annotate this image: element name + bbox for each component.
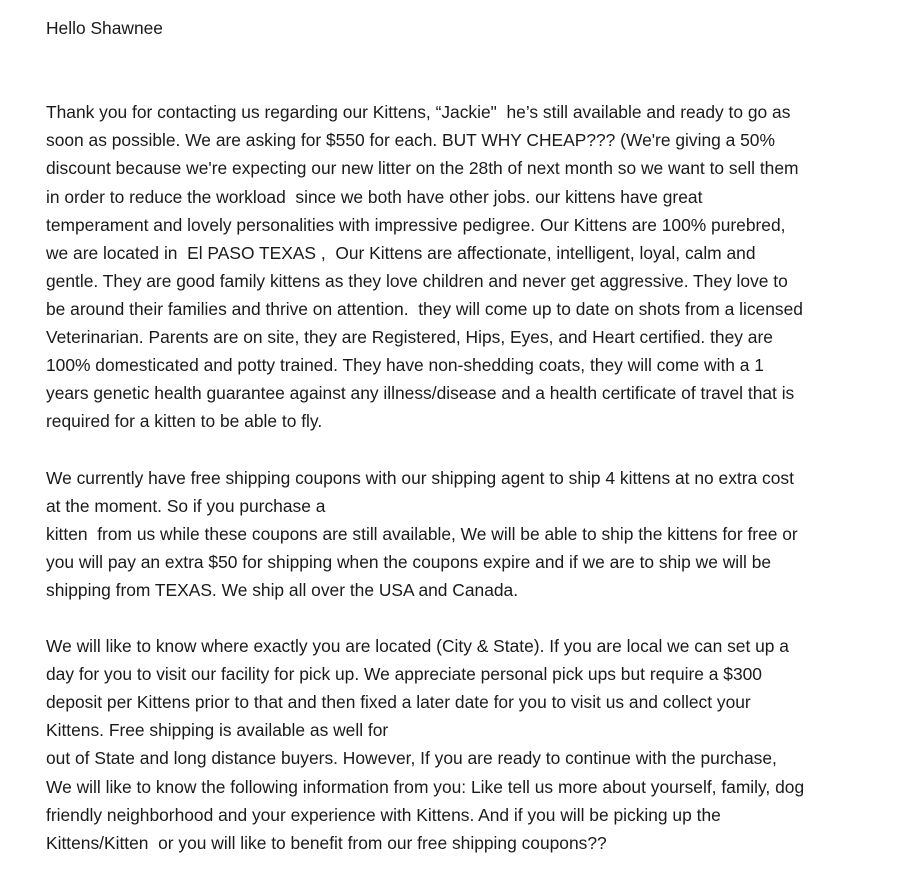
paragraph-line: in order to reduce the workload since we both have other jobs. our kittens have great	[46, 186, 703, 207]
email-body	[46, 14, 892, 857]
paragraph-line: We currently have free shipping coupons with our shipping agent to ship 4 kittens at no extra cost	[46, 467, 794, 488]
paragraph-line: Thank you for contacting us regarding our Kittens, “Jackie" he’s still available and ready to go as	[46, 102, 791, 123]
paragraph-1	[46, 98, 892, 435]
paragraph-2	[46, 464, 892, 604]
paragraph-line: Kittens. Free shipping is available as well for	[46, 720, 389, 741]
paragraph-line: 100% domesticated and potty trained. They have non-shedding coats, they will come with a 1	[46, 355, 764, 376]
paragraph-line: required for a kitten to be able to fly.	[46, 411, 323, 432]
paragraph-line: day for you to visit our facility for pick up. We appreciate personal pick ups but require a $300	[46, 664, 762, 685]
paragraph-line: discount because we're expecting our new litter on the 28th of next month so we want to sell them	[46, 158, 799, 179]
paragraph-line: we are located in El PASO TEXAS , Our Kittens are affectionate, intelligent, loyal, calm and	[46, 242, 756, 263]
paragraph-line: temperament and lovely personalities with impressive pedigree. Our Kittens are 100% purebred,	[46, 214, 786, 235]
paragraph-line: shipping from TEXAS. We ship all over the USA and Canada.	[46, 579, 519, 600]
paragraph-line: Kittens/Kitten or you will like to benefit from our free shipping coupons??	[46, 832, 607, 853]
paragraph-line: We will like to know the following information from you: Like tell us more about yourself, family, dog	[46, 776, 805, 797]
paragraph-line: you will pay an extra $50 for shipping when the coupons expire and if we are to ship we will be	[46, 551, 772, 572]
paragraph-line: friendly neighborhood and your experience with Kittens. And if you will be picking up the	[46, 804, 721, 825]
paragraph-line: be around their families and thrive on attention. they will come up to date on shots from a licensed	[46, 298, 803, 319]
paragraph-line: We will like to know where exactly you are located (City & State). If you are local we can set up a	[46, 636, 789, 657]
paragraph-3	[46, 632, 892, 857]
email-greeting: Hello Shawnee	[46, 18, 163, 38]
paragraph-spacer	[46, 435, 892, 463]
paragraph-line: kitten from us while these coupons are still available, We will be able to ship the kittens for free or	[46, 523, 798, 544]
paragraph-spacer	[46, 604, 892, 632]
paragraph-line: years genetic health guarantee against any illness/disease and a health certificate of travel that is	[46, 383, 795, 404]
paragraph-line: Veterinarian. Parents are on site, they are Registered, Hips, Eyes, and Heart certified. they are	[46, 327, 773, 348]
paragraph-line: gentle. They are good family kittens as they love children and never get aggressive. They love to	[46, 270, 788, 291]
paragraph-line: soon as possible. We are asking for $550 for each. BUT WHY CHEAP??? (We're giving a 50%	[46, 130, 775, 151]
paragraph-line: at the moment. So if you purchase a	[46, 495, 326, 516]
paragraph-spacer	[46, 42, 892, 98]
paragraph-line: deposit per Kittens prior to that and then fixed a later date for you to visit us and collect your	[46, 692, 751, 713]
paragraph-line: out of State and long distance buyers. However, If you are ready to continue with the purchase,	[46, 748, 777, 769]
